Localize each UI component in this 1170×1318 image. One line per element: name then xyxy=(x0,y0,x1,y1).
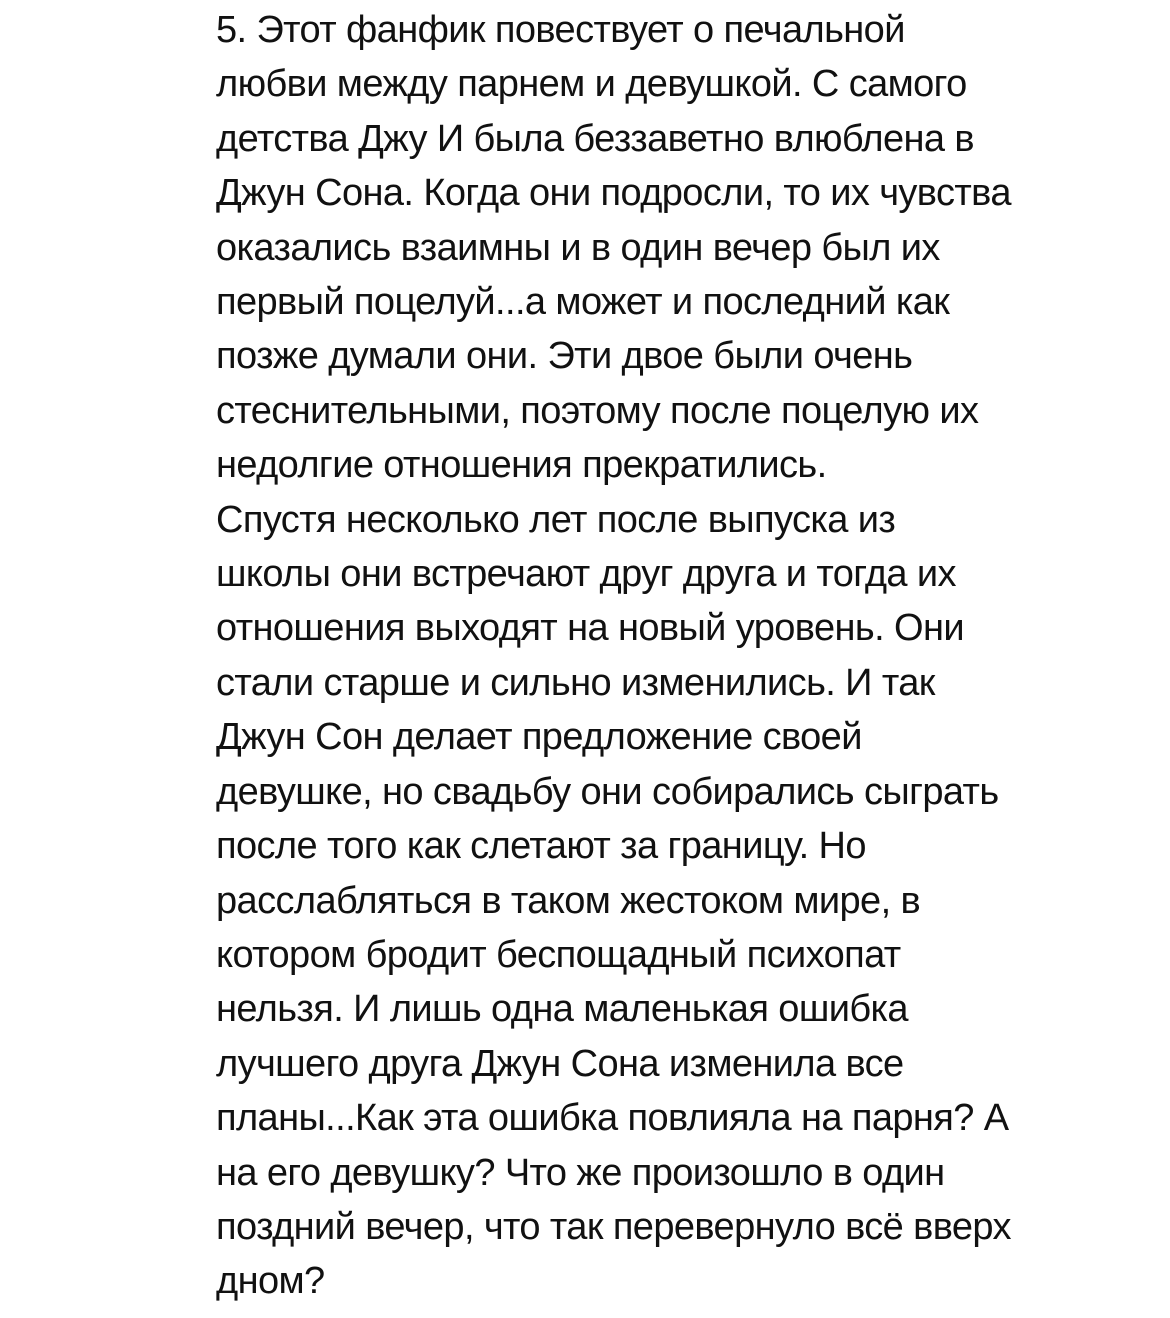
text-line: отношения выходят на новый уровень. Они xyxy=(216,607,964,650)
text-line: девушке, но свадьбу они собирались сыграть xyxy=(216,770,999,813)
text-line: дном? xyxy=(216,1260,325,1303)
text-line: любви между парнем и девушкой. С самого xyxy=(216,63,967,106)
text-line: на его девушку? Что же произошло в один xyxy=(216,1151,945,1194)
text-line: планы...Как эта ошибка повлияла на парня? А xyxy=(216,1097,1009,1140)
text-line: школы они встречают друг друга и тогда их xyxy=(216,553,956,596)
text-line: Джун Сона. Когда они подросли, то их чувства xyxy=(216,172,1011,215)
text-line: после того как слетают за границу. Но xyxy=(216,825,866,868)
text-line: 5. Этот фанфик повествует о печальной xyxy=(216,9,905,51)
text-line: лучшего друга Джун Сона изменила все xyxy=(216,1042,904,1085)
text-line: Спустя несколько лет после выпуска из xyxy=(216,498,896,541)
story-description xyxy=(216,0,1161,1309)
text-line: стали старше и сильно изменились. И так xyxy=(216,661,935,704)
text-line: стеснительными, поэтому после поцелую их xyxy=(216,389,979,432)
text-line: детства Джу И была беззаветно влюблена в xyxy=(216,117,974,160)
text-line: поздний вечер, что так перевернуло всё вверх xyxy=(216,1205,1011,1248)
text-line: первый поцелуй...а может и последний как xyxy=(216,281,950,324)
text-line: расслабляться в таком жестоком мире, в xyxy=(216,879,921,922)
text-line: оказались взаимны и в один вечер был их xyxy=(216,226,940,269)
text-line: недолгие отношения прекратились. xyxy=(216,444,827,487)
text-line: позже думали они. Эти двое были очень xyxy=(216,335,913,378)
text-line: Джун Сон делает предложение своей xyxy=(216,716,862,759)
text-line: нельзя. И лишь одна маленькая ошибка xyxy=(216,988,908,1031)
text-line: котором бродит беспощадный психопат xyxy=(216,933,901,976)
